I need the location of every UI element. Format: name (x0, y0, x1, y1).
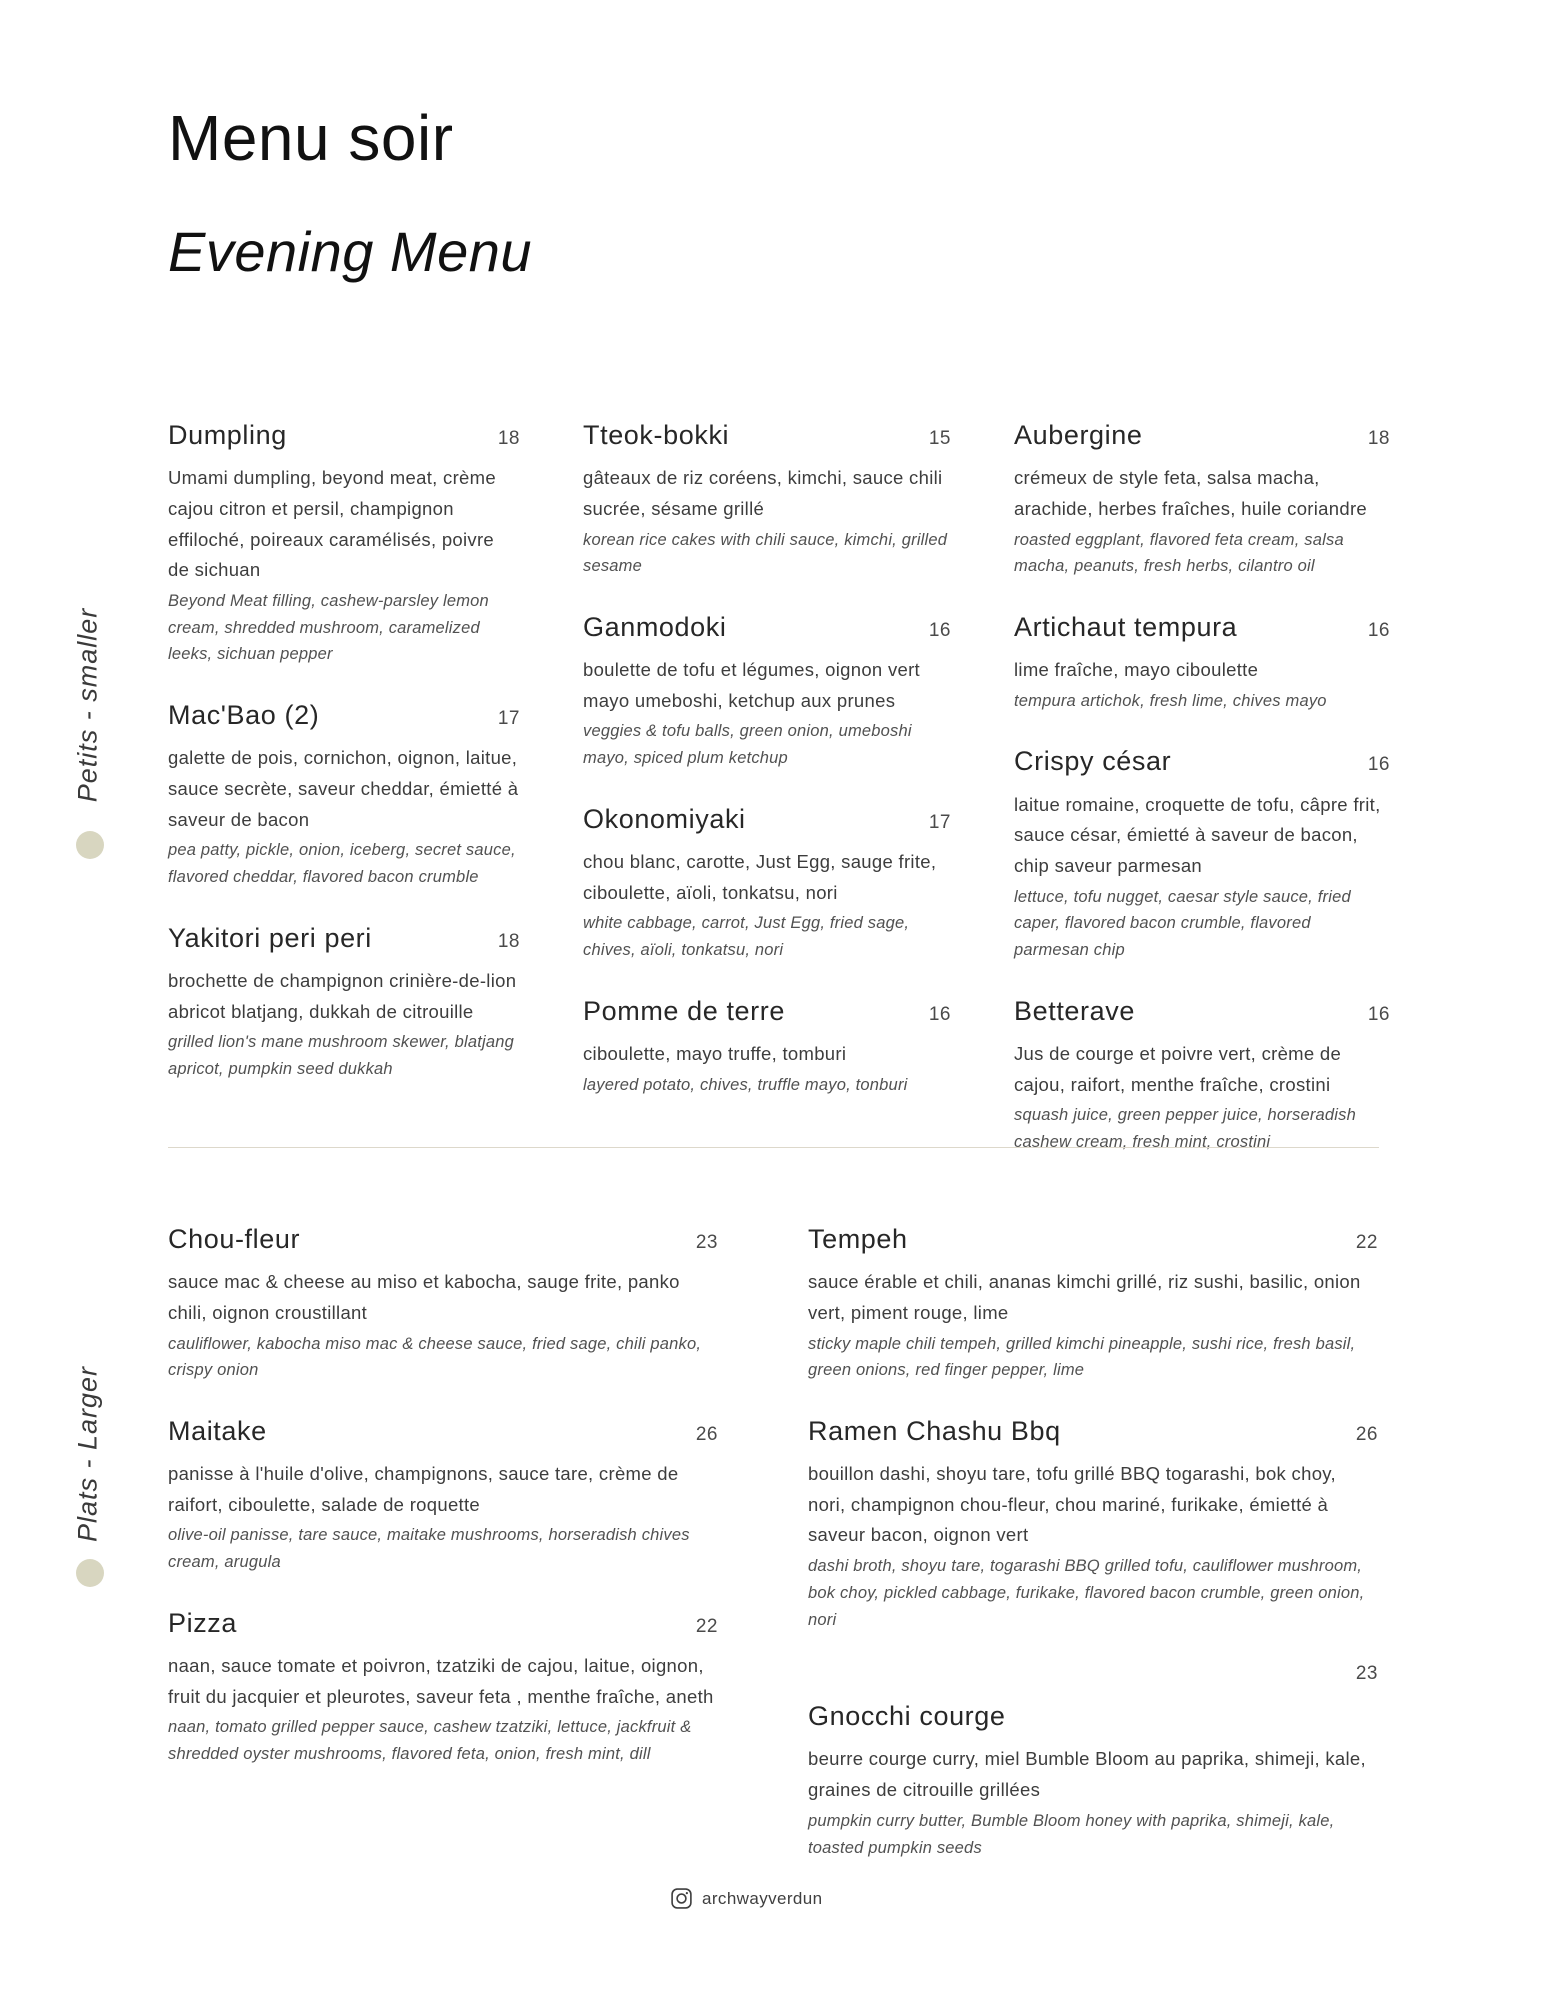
item-name: Ramen Chashu Bbq (808, 1415, 1061, 1446)
item-name: Maitake (168, 1415, 267, 1446)
item-desc-fr: chou blanc, carotte, Just Egg, sauge frite, ciboulette, aïoli, tonkatsu, nori (583, 850, 937, 903)
item-desc-fr: laitue romaine, croquette de tofu, câpre frit, sauce césar, émietté à saveur de bacon, chip saveur parmesan (1014, 793, 1381, 876)
item-header (583, 802, 951, 837)
item-price: 22 (1355, 1232, 1378, 1253)
item-name: Pomme de terre (583, 995, 785, 1026)
item-desc-en: tempura artichok, fresh lime, chives mayo (1014, 691, 1327, 710)
item-header (168, 1222, 718, 1257)
item-desc-en: naan, tomato grilled pepper sauce, cashew tzatziki, lettuce, jackfruit & shredded oyster mushrooms, flavored feta, onion, fresh mint, dill (168, 1718, 692, 1764)
item-name: Chou-fleur (168, 1224, 301, 1254)
item-price: 18 (497, 930, 520, 952)
item-desc-fr: panisse à l'huile d'olive, champignons, sauce tare, crème de raifort, ciboulette, salade de roquette (168, 1463, 679, 1515)
item-desc-en: pumpkin curry butter, Bumble Bloom honey with paprika, shimeji, kale, toasted pumpkin seeds (808, 1811, 1335, 1857)
item-desc-fr: galette de pois, cornichon, oignon, laitue, sauce secrète, saveur cheddar, émietté à saveur de bacon (168, 747, 519, 830)
menu-item (168, 1222, 718, 1384)
item-name: Yakitori peri peri (168, 922, 372, 953)
item-name: Crispy césar (1014, 746, 1172, 777)
item-desc-fr: Jus de courge et poivre vert, crème de cajou, raifort, menthe fraîche, crostini (1014, 1042, 1342, 1095)
item-price: 17 (497, 708, 520, 730)
item-desc-fr: naan, sauce tomate et poivron, tzatziki de cajou, laitue, oignon, fruit du jacquier et pleurotes, saveur feta , menthe fraîche, aneth (168, 1654, 714, 1707)
item-desc-en: pea patty, pickle, onion, iceberg, secret sauce, flavored cheddar, flavored bacon crumble (168, 841, 516, 886)
item-desc-en: roasted eggplant, flavored feta cream, salsa macha, peanuts, fresh herbs, cilantro oil (1014, 530, 1344, 576)
page-title: Menu soir (168, 102, 454, 174)
item-price: 22 (695, 1615, 718, 1637)
item-header (1014, 994, 1390, 1029)
menu-item (583, 418, 951, 580)
item-desc-en: white cabbage, carrot, Just Egg, fried sage, chives, aïoli, tonkatsu, nori (583, 914, 910, 960)
item-name: Okonomiyaki (583, 803, 746, 834)
instagram-icon (670, 1887, 693, 1910)
item-desc-fr: lime fraîche, mayo ciboulette (1014, 659, 1259, 681)
item-name: Ganmodoki (583, 611, 727, 642)
menu-column (168, 418, 520, 1186)
item-desc-en: korean rice cakes with chili sauce, kimchi, grilled sesame (583, 530, 948, 576)
item-desc-fr: beurre courge curry, miel Bumble Bloom au paprika, shimeji, kale, graines de citrouille grillées (808, 1748, 1366, 1801)
menu-item (583, 802, 951, 964)
item-desc-en: squash juice, green pepper juice, horseradish cashew cream, fresh mint, crostini (1014, 1106, 1356, 1152)
section-label-plats: Plats - Larger (72, 1365, 103, 1543)
menu-column (1014, 418, 1390, 1186)
item-desc-en: grilled lion's mane mushroom skewer, blatjang apricot, pumpkin seed dukkah (168, 1033, 514, 1078)
menu-item (1014, 744, 1390, 963)
menu-item (808, 1414, 1378, 1633)
item-price: 23 (1355, 1663, 1378, 1685)
page-subtitle: Evening Menu (168, 220, 533, 283)
item-name: Artichaut tempura (1014, 611, 1238, 642)
item-desc-fr: brochette de champignon crinière-de-lion abricot blatjang, dukkah de citrouille (168, 969, 517, 1022)
item-header (168, 698, 520, 733)
menu-column (168, 1222, 718, 1891)
item-name: Pizza (168, 1607, 238, 1638)
item-name: Tempeh (808, 1224, 908, 1254)
menu-item (1014, 418, 1390, 580)
item-price: 16 (928, 619, 951, 641)
menu-item (168, 418, 520, 668)
item-desc-en: Beyond Meat filling, cashew-parsley lemon cream, shredded mushroom, caramelized leeks, sichuan pepper (168, 591, 489, 664)
item-price: 18 (497, 428, 520, 449)
item-desc-fr: bouillon dashi, shoyu tare, tofu grillé BBQ togarashi, bok choy, nori, champignon chou-fleur, chou mariné, furikake, émietté à saveur bacon, oignon vert (808, 1463, 1336, 1546)
item-header (1014, 744, 1390, 779)
item-price: 18 (1367, 428, 1390, 449)
menu-column (808, 1222, 1378, 1891)
section-label-petits: Petits - smaller (72, 607, 103, 803)
item-desc-en: olive-oil panisse, tare sauce, maitake mushrooms, horseradish chives cream, arugula (168, 1526, 690, 1572)
section-plats (168, 1222, 1378, 1891)
menu-item (583, 610, 951, 772)
menu-item (168, 1606, 718, 1768)
item-price: 23 (695, 1232, 718, 1253)
item-name: Betterave (1014, 995, 1135, 1026)
section-dot-petits (76, 831, 104, 859)
item-desc-fr: sauce mac & cheese au miso et kabocha, sauge frite, panko chili, oignon croustillant (168, 1271, 680, 1323)
item-header (583, 994, 951, 1029)
item-price: 16 (1367, 1003, 1390, 1025)
item-price: 17 (928, 811, 951, 833)
section-petits (168, 418, 1390, 1186)
item-name: Mac'Bao (2) (168, 700, 320, 731)
item-header (808, 1414, 1378, 1449)
menu-item (583, 994, 951, 1099)
item-price: 16 (1367, 619, 1390, 641)
item-header (1014, 418, 1390, 453)
item-header (168, 418, 520, 453)
instagram-handle: archwayverdun (702, 1888, 823, 1908)
item-name: Aubergine (1014, 420, 1143, 450)
item-name: Gnocchi courge (808, 1701, 1006, 1732)
item-header (168, 1414, 718, 1449)
section-dot-plats (76, 1559, 104, 1587)
footer (670, 1887, 822, 1910)
item-header (808, 1222, 1378, 1257)
item-price: 26 (695, 1423, 718, 1445)
item-header (168, 1606, 718, 1641)
item-desc-fr: gâteaux de riz coréens, kimchi, sauce chili sucrée, sésame grillé (583, 467, 943, 519)
menu-item (1014, 994, 1390, 1156)
item-desc-en: dashi broth, shoyu tare, togarashi BBQ grilled tofu, cauliflower mushroom, bok choy, pickled cabbage, furikake, flavored bacon crumble, green onion, nori (808, 1557, 1365, 1629)
item-header (583, 418, 951, 453)
item-header (1014, 610, 1390, 645)
item-header (808, 1699, 1378, 1734)
menu-item (168, 921, 520, 1083)
item-desc-en: veggies & tofu balls, green onion, umeboshi mayo, spiced plum ketchup (583, 722, 912, 768)
menu-item (168, 698, 520, 891)
section-divider (168, 1147, 1379, 1148)
menu-column (583, 418, 951, 1186)
item-price: 15 (928, 428, 951, 449)
item-header (168, 921, 520, 956)
item-price: 16 (1367, 754, 1390, 776)
item-price: 26 (1355, 1423, 1378, 1445)
item-header (583, 610, 951, 645)
item-desc-en: lettuce, tofu nugget, caesar style sauce, fried caper, flavored bacon crumble, flavored parmesan chip (1014, 887, 1351, 960)
item-desc-fr: ciboulette, mayo truffe, tomburi (583, 1042, 847, 1064)
item-desc-en: cauliflower, kabocha miso mac & cheese sauce, fried sage, chili panko, crispy onion (168, 1334, 702, 1380)
item-name: Dumpling (168, 420, 287, 450)
item-desc-en: sticky maple chili tempeh, grilled kimchi pineapple, sushi rice, fresh basil, green onions, red finger pepper, lime (808, 1334, 1356, 1380)
item-desc-fr: boulette de tofu et légumes, oignon vert mayo umeboshi, ketchup aux prunes (583, 659, 920, 711)
item-desc-fr: Umami dumpling, beyond meat, crème cajou citron et persil, champignon effiloché, poireaux caramélisés, poivre de sichuan (168, 467, 496, 581)
item-desc-fr: sauce érable et chili, ananas kimchi grillé, riz sushi, basilic, onion vert, piment rouge, lime (808, 1271, 1361, 1323)
menu-item (168, 1414, 718, 1576)
item-desc-en: layered potato, chives, truffle mayo, tonburi (583, 1075, 908, 1094)
item-desc-fr: crémeux de style feta, salsa macha, arachide, herbes fraîches, huile coriandre (1014, 467, 1367, 519)
menu-item (808, 1663, 1378, 1861)
item-price: 16 (928, 1003, 951, 1025)
menu-item (1014, 610, 1390, 715)
item-name: Tteok-bokki (583, 420, 730, 450)
menu-item (808, 1222, 1378, 1384)
